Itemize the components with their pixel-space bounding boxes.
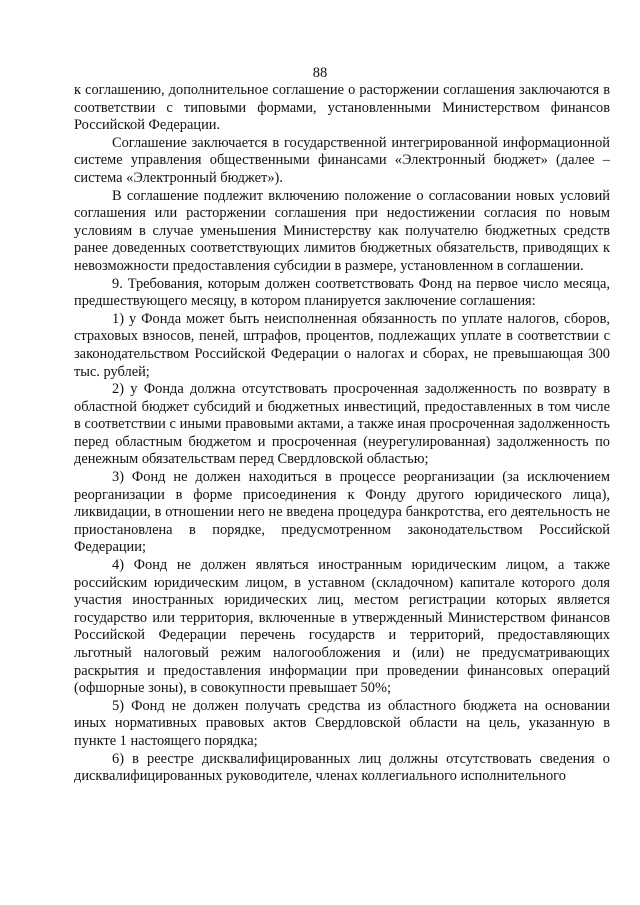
- list-item-2: 2) у Фонда должна отсутствовать просроченная задолженность по возврату в областной бюджет субсидий и бюджетных инвестиций, предоставленных в том числе в соответствии с иными правовыми актами, а также иная просроченная задолженность перед областным бюджетом и просроченная (неурегулированная) задолженность по денежным обязательствам перед Свердловской областью;: [74, 381, 610, 468]
- paragraph-agreement-forms: к соглашению, дополнительное соглашение о расторжении соглашения заключаются в соответствии с типовыми формами, установленными Министерством финансов Российской Федерации.: [74, 82, 610, 134]
- list-item-1: 1) у Фонда может быть неисполненная обязанность по уплате налогов, сборов, страховых взносов, пеней, штрафов, процентов, подлежащих уплате в соответствии с законодательством Российской Федерации о налогах и сборах, не превышающая 300 тыс. рублей;: [74, 310, 610, 380]
- page-number: 88: [312, 65, 328, 81]
- document-body: [74, 82, 610, 786]
- paragraph-electronic-budget: Соглашение заключается в государственной интегрированной информационной системе управления общественными финансами «Электронный бюджет» (далее – система «Электронный бюджет»).: [74, 134, 610, 186]
- paragraph-requirements-9: 9. Требования, которым должен соответствовать Фонд на первое число месяца, предшествующего месяцу, в котором планируется заключение соглашения:: [74, 275, 610, 310]
- list-item-6: 6) в реестре дисквалифицированных лиц должны отсутствовать сведения о дисквалифицированных руководителе, членах коллегиального исполнительного: [74, 750, 610, 785]
- list-item-4: 4) Фонд не должен являться иностранным юридическим лицом, а также российским юридическим лицом, в уставном (складочном) капитале которого доля участия иностранных юридических лиц, местом регистрации которых является государство или территория, включенные в утвержденный Министерством финансов Российской Федерации перечень государств и территорий, предоставляющих льготный налоговый режим налогообложения и (или) не предусматривающих раскрытия и предоставления информации при проведении финансовых операций (офшорные зоны), в совокупности превышает 50%;: [74, 557, 610, 697]
- list-item-5: 5) Фонд не должен получать средства из областного бюджета на основании иных нормативных правовых актов Свердловской области на цель, указанную в пункте 1 настоящего порядка;: [74, 697, 610, 749]
- list-item-3: 3) Фонд не должен находиться в процессе реорганизации (за исключением реорганизации в форме присоединения к Фонду другого юридического лица), ликвидации, в отношении него не введена процедура банкротства, его деятельность не приостановлена в порядке, предусмотренном законодательством Российской Федерации;: [74, 469, 610, 556]
- paragraph-new-conditions: В соглашение подлежит включению положение о согласовании новых условий соглашения или расторжении соглашения при недостижении согласия по новым условиям в случае уменьшения Министерству как получателю бюджетных средств ранее доведенных соответствующих лимитов бюджетных обязательств, приводящих к невозможности предоставления субсидии в размере, установленном в соглашении.: [74, 187, 610, 274]
